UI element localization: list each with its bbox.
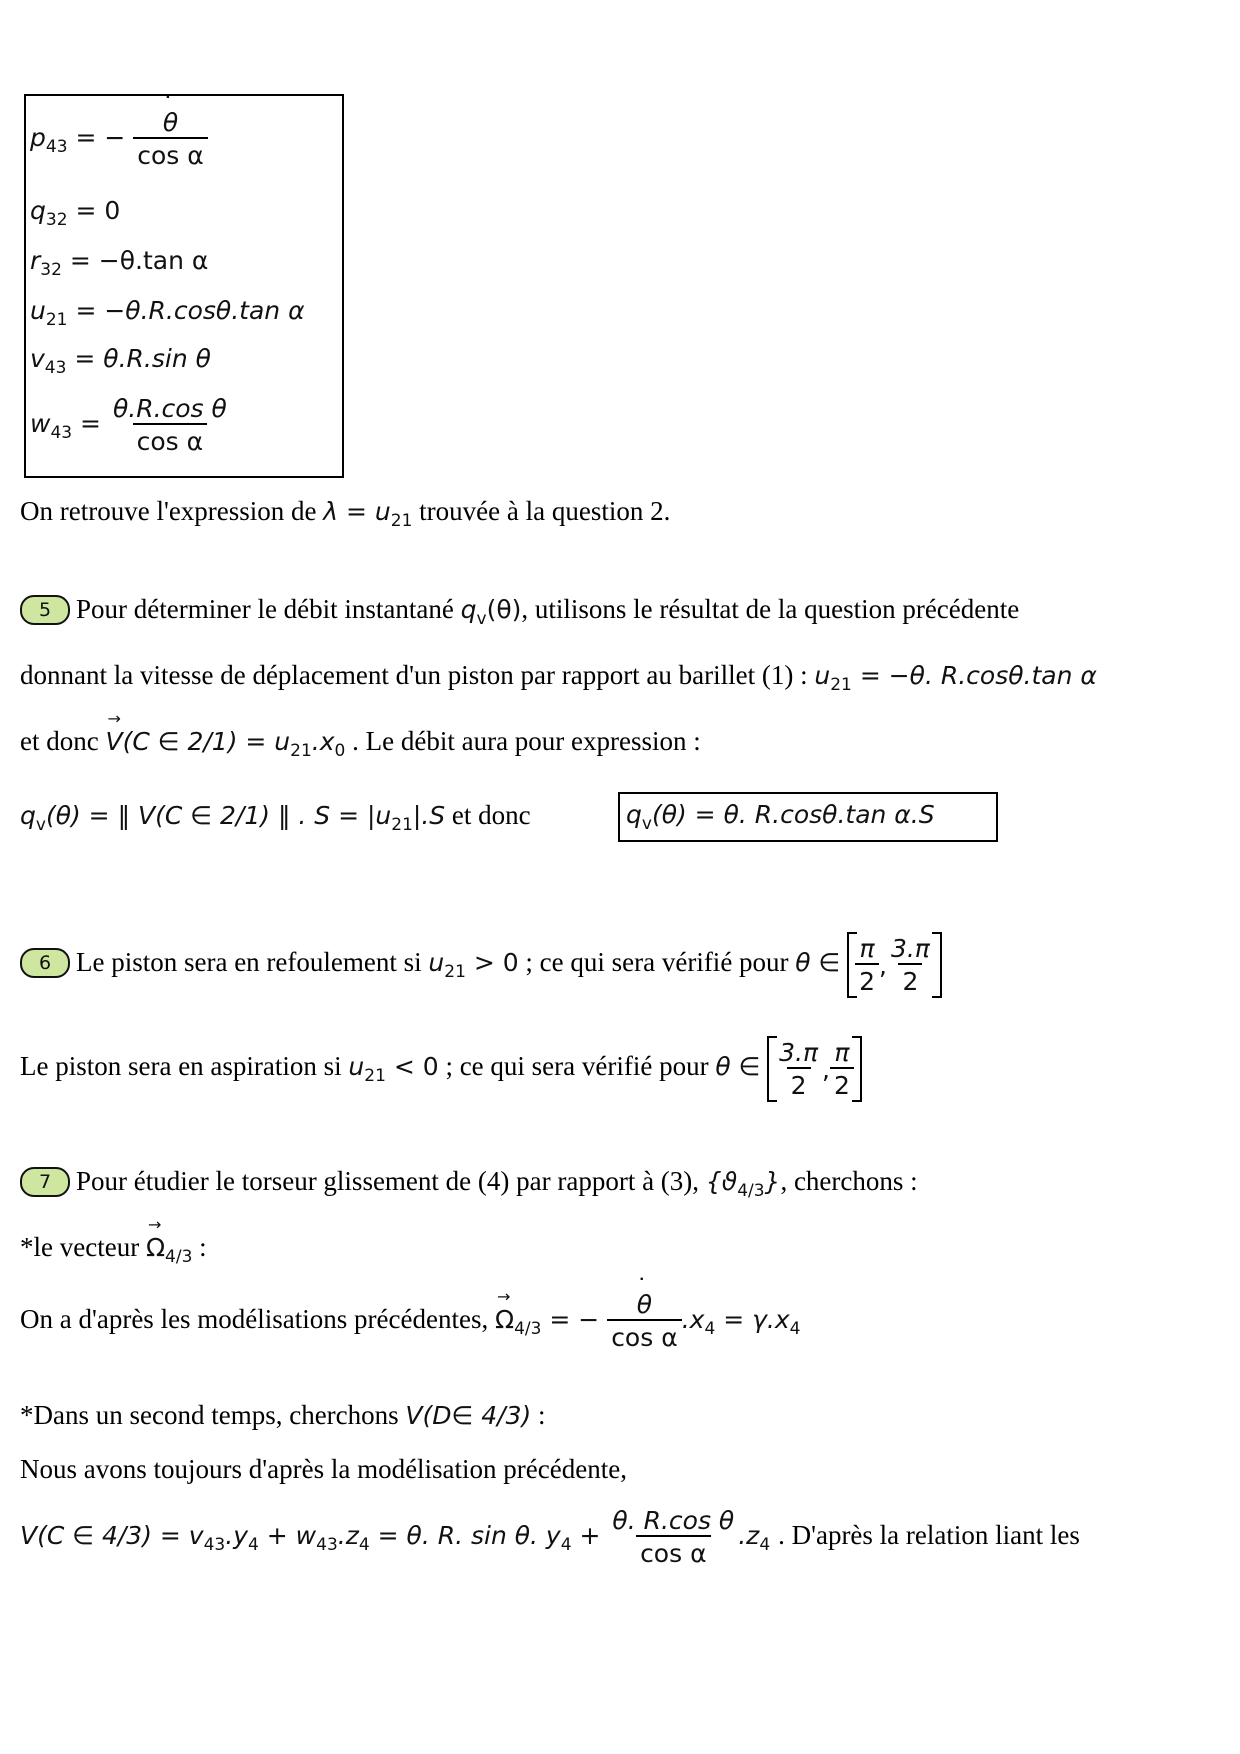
q7-line5: Nous avons toujours d'après la modélisation précédente, [20,1454,627,1484]
q5-line2: donnant la vitesse de déplacement d'un piston par rapport au barillet (1) : $u_{21} = -\theta$. R.cosθ.tan α [20,660,1097,695]
eq-v43: $v_{43} = \theta.R.\sin$ θ [30,344,211,378]
q6-line1: 6 Le piston sera en refoulement si $u_{21} > 0$ ; ce qui sera vérifié pour θ ∈ $\frac{\pi}{2}$ , $\frac{3.\pi}{2}$ [20,932,942,998]
q7-line1: 7 Pour étudier le torseur glissement de (4) par rapport à (3), $\{ϑ_{4/3}\}$, cherchons : [20,1166,918,1201]
interval-refoulement: $\frac{\pi}{2}$ , $\frac{3.\pi}{2}$ [847,932,942,998]
retrouve-line: On retrouve l'expression de $\lambda = u_{21}$ trouvée à la question 2. [20,496,671,531]
interval-aspiration: $\frac{3.\pi}{2}$ , $\frac{\pi}{2}$ [767,1036,862,1102]
question-badge-5: 5 [20,595,70,625]
q6-line2: Le piston sera en aspiration si $u_{21} < 0$ ; ce qui sera vérifié pour θ ∈ $\frac{3.\pi}{2}$ , $\frac{\pi}{2}$ [20,1036,862,1102]
eq-w43: $w_{43}$ = $\frac{\text{θ.R.cos θ}}{\text{cos α}}$ [30,394,227,456]
q7-line4: *Dans un second temps, cherchons V(D∈ 4/3) : [20,1400,546,1430]
question-badge-7: 7 [20,1167,70,1197]
qv-result: $q_v(\theta) = \theta$. R.cosθ.tan α.S [626,800,935,834]
eq-u21: $u_{21} = -\theta.R.\cos\theta.\tan$ α [30,296,305,330]
question-badge-6: 6 [20,948,70,978]
q7-line3: On a d'après les modélisations précédentes, → $\Omega_{4/3}$ = − ˙ $\frac{\theta}{\text{cos α}}$ $.x_4 = \gamma.x_4$ [20,1290,800,1352]
q7-line6: V(C ∈ $4/3) = v_{43}.y_4 + w_{43}.z_4 = \theta$. R. sin θ. $y_4$ + $\frac{\text{θ. R.cos θ}}{\text{cos α}}$ $.z_4$ . D'après la relation liant les [20,1506,1080,1568]
q5-line4: $q_v(\theta)$ = ‖ V(C ∈ 2/1) ‖ . $S = |u_{21}|.S$ et donc [20,800,531,835]
q5-line1: 5 Pour déterminer le débit instantané $q_v(\theta)$, utilisons le résultat de la question précédente [20,594,1019,629]
eq-p43: $p_{43}$ = − ˙ $\frac{\theta}{\text{cos α}}$ [30,108,208,170]
q7-line2: *le vecteur → $\Omega_{4/3}$ : [20,1232,207,1267]
q5-line3: et donc → V(C ∈ $2/1) = u_{21}.x_0$ . Le débit aura pour expression : [20,726,701,761]
eq-q32: $q_{32} = 0$ [30,196,121,230]
eq-r32: $r_{32} = -\theta.\tan$ α [30,246,209,280]
